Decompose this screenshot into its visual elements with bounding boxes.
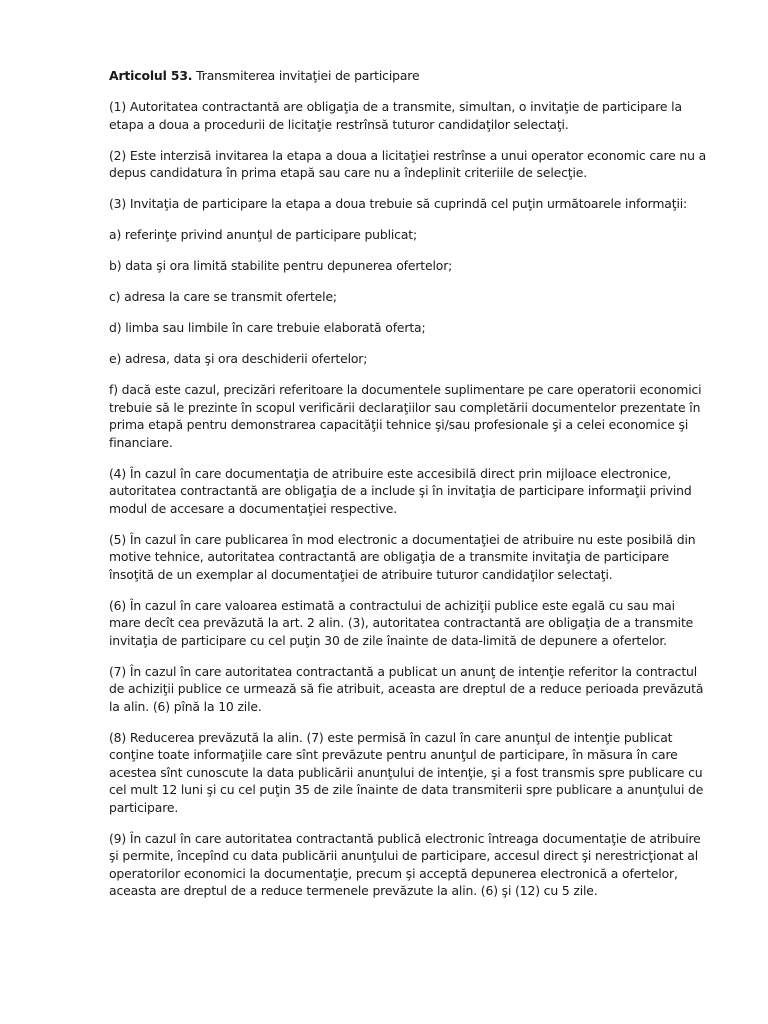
document-page xyxy=(109,67,709,913)
paragraph-1: (1) Autoritatea contractantă are obligaţia de a transmite, simultan, o invitaţie de participare la etapa a doua a procedurii de licitaţie restrînsă tuturor candidaţilor selectaţi. xyxy=(109,99,682,132)
paragraph-7: (7) În cazul în care autoritatea contractantă a publicat un anunţ de intenţie referitor la contractul de achiziţii publice ce urmează să fie atribuit, aceasta are dreptul de a reduce perioada prevăzută la alin. (6) pînă la 10 zile. xyxy=(109,663,704,714)
paragraph-6: (6) În cazul în care valoarea estimată a contractului de achiziţii publice este egală cu sau mai mare decît cea prevăzută la art. 2 alin. (3), autoritatea contractantă are obligaţia de a transmite invitaţia de participare cu cel puţin 30 de zile înainte de data-limită de depunere a ofertelor. xyxy=(109,597,694,648)
list-item-d: d) limba sau limbile în care trebuie elaborată oferta; xyxy=(109,320,426,335)
paragraph-5: (5) În cazul în care publicarea în mod electronic a documentaţiei de atribuire nu este posibilă din motive tehnice, autoritatea contractantă are obligaţia de a transmite invitaţia de participare însoţită de un exemplar al documentaţiei de atribuire tuturor candidaţilor selectaţi. xyxy=(109,531,696,582)
article-title: Transmiterea invitaţiei de participare xyxy=(196,68,420,83)
paragraph-2: (2) Este interzisă invitarea la etapa a doua a licitaţiei restrînse a unui operator economic care nu a depus candidatura în prima etapă sau care nu a îndeplinit criteriile de selecţie. xyxy=(109,147,707,180)
list-item-e: e) adresa, data şi ora deschiderii ofertelor; xyxy=(109,351,368,366)
list-item-f: f) dacă este cazul, precizări referitoare la documentele suplimentare pe care operatorii economici trebuie să le prezinte în scopul verificării declaraţiilor sau completării documentelor prezentate în prima etapă pentru demonstrarea capacităţii tehnice şi/sau profesionale şi a celei economice şi financiare. xyxy=(109,382,702,450)
paragraph-8: (8) Reducerea prevăzută la alin. (7) este permisă în cazul în care anunţul de intenţie publicat conţine toate informaţiile care sînt prevăzute pentru anunţul de participare, în măsura în care acestea sînt cunoscute la data publicării anunţului de intenţie, şi a fost transmis spre publicare cu cel mult 12 luni şi cu cel puţin 35 de zile înainte de data transmiterii spre publicare a anunţului de participare. xyxy=(109,729,704,815)
paragraph-3: (3) Invitaţia de participare la etapa a doua trebuie să cuprindă cel puţin următoarele informaţii: xyxy=(109,196,688,211)
list-item-a: a) referinţe privind anunţul de participare publicat; xyxy=(109,227,418,242)
article-label: Articolul 53. xyxy=(109,68,193,83)
article-heading xyxy=(109,67,709,85)
list-item-b: b) data şi ora limită stabilite pentru depunerea ofertelor; xyxy=(109,258,453,273)
paragraph-9: (9) În cazul în care autoritatea contractantă publică electronic întreaga documentaţie de atribuire şi permite, începînd cu data publicării anunţului de participare, accesul direct şi nerestricţionat al operatorilor economici la documentaţie, precum şi acceptă depunerea electronică a ofertelor, aceasta are dreptul de a reduce termenele prevăzute la alin. (6) şi (12) cu 5 zile. xyxy=(109,830,701,898)
paragraph-4: (4) În cazul în care documentaţia de atribuire este accesibilă direct prin mijloace electronice, autoritatea contractantă are obligaţia de a include şi în invitaţia de participare informaţii privind modul de accesare a documentaţiei respective. xyxy=(109,465,692,516)
list-item-c: c) adresa la care se transmit ofertele; xyxy=(109,289,337,304)
